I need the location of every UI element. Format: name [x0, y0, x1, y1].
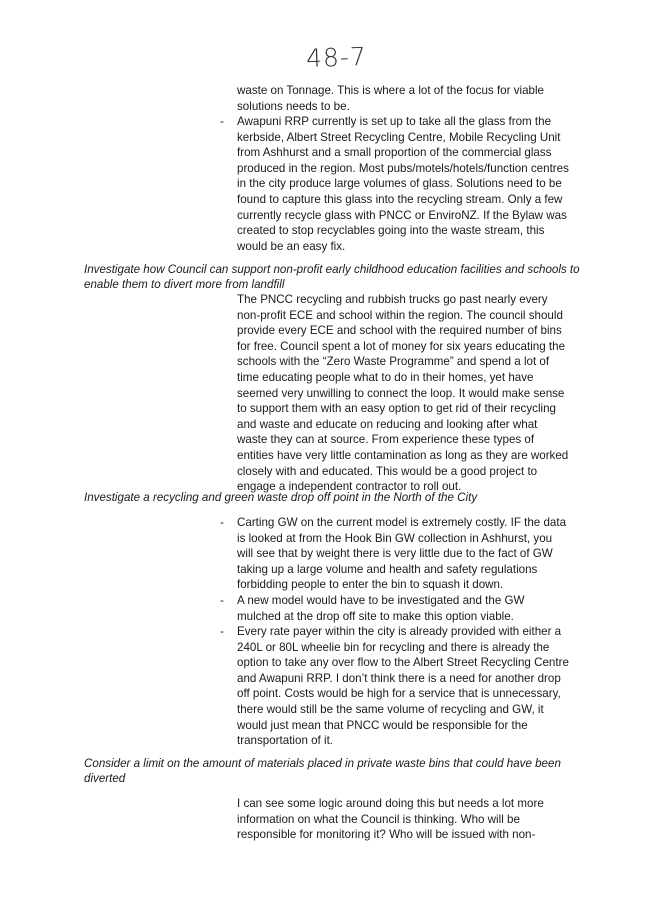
bullet-item: [220, 593, 569, 624]
section-heading: Consider a limit on the amount of materials placed in private waste bins that could have been diverted: [84, 757, 561, 785]
bullet-text: Every rate payer within the city is already provided with either a 240L or 80L wheelie bin for recycling and there is already the option to take any over flow to the Albert Street Recycling Centre and Awapuni RRP. I don’t think there is a need for another drop off point. Costs would be high for a service that is unnecessary, there would still be the same volume of recycling and GW, it would just mean that PNCC would be responsible for the transportation of it.: [237, 625, 569, 748]
bullet-dash: -: [220, 115, 224, 128]
handwritten-page-number: 48-7: [305, 41, 368, 74]
section-paragraph: I can see some logic around doing this but needs a lot more information on what the Council is thinking. Who will be responsible for monitoring it? Who will be issued with non-: [237, 797, 544, 842]
section-heading: Investigate a recycling and green waste drop off point in the North of the City: [84, 491, 478, 504]
bullet-text: A new model would have to be investigated and the GW mulched at the drop off site to make this option viable.: [237, 594, 525, 623]
bullet-item: [220, 624, 569, 749]
continued-paragraph: waste on Tonnage. This is where a lot of the focus for viable solutions needs to be.: [237, 84, 544, 113]
bullet-dash: -: [220, 625, 224, 638]
section-heading: Investigate how Council can support non-profit early childhood education facilities and schools to enable them to divert more from landfill: [84, 263, 580, 291]
bullet-item: [220, 515, 569, 593]
bullet-text: Carting GW on the current model is extremely costly. IF the data is looked at from the Hook Bin GW collection in Ashhurst, you will see that by weight there is very little due to the fact of GW taking up a large volume and health and safety regulations forbidding people to enter the bin to squash it down.: [237, 516, 567, 592]
bullet-item: [220, 114, 569, 254]
bullet-text: Awapuni RRP currently is set up to take all the glass from the kerbside, Albert Street Recycling Centre, Mobile Recycling Unit from Ashhurst and a small proportion of the commercial glass produced in the region. Most pubs/motels/hotels/function centres in the city produce large volumes of glass. Solutions need to be found to capture this glass into the recycling stream. Only a few currently recycle glass with PNCC or EnviroNZ. If the Bylaw was created to stop recyclables going into the waste stream, this would be an easy fix.: [237, 115, 569, 253]
bullet-dash: -: [220, 516, 224, 529]
bullet-dash: -: [220, 594, 224, 607]
section-paragraph: The PNCC recycling and rubbish trucks go past nearly every non-profit ECE and school within the region. The council should provide every ECE and school with the required number of bins for free. Council spent a lot of money for six years educating the schools with the “Zero Waste Programme” and spend a lot of time educating people what to do in their homes, yet have seemed very unwilling to connect the loop. It would make sense to support them with an easy option to get rid of their recycling and waste and educate on reducing and looking after what waste they can at source. From experience these types of entities have very little contamination as long as they are worked closely with and educated. This would be a good project to engage a independent contractor to roll out.: [237, 293, 569, 494]
